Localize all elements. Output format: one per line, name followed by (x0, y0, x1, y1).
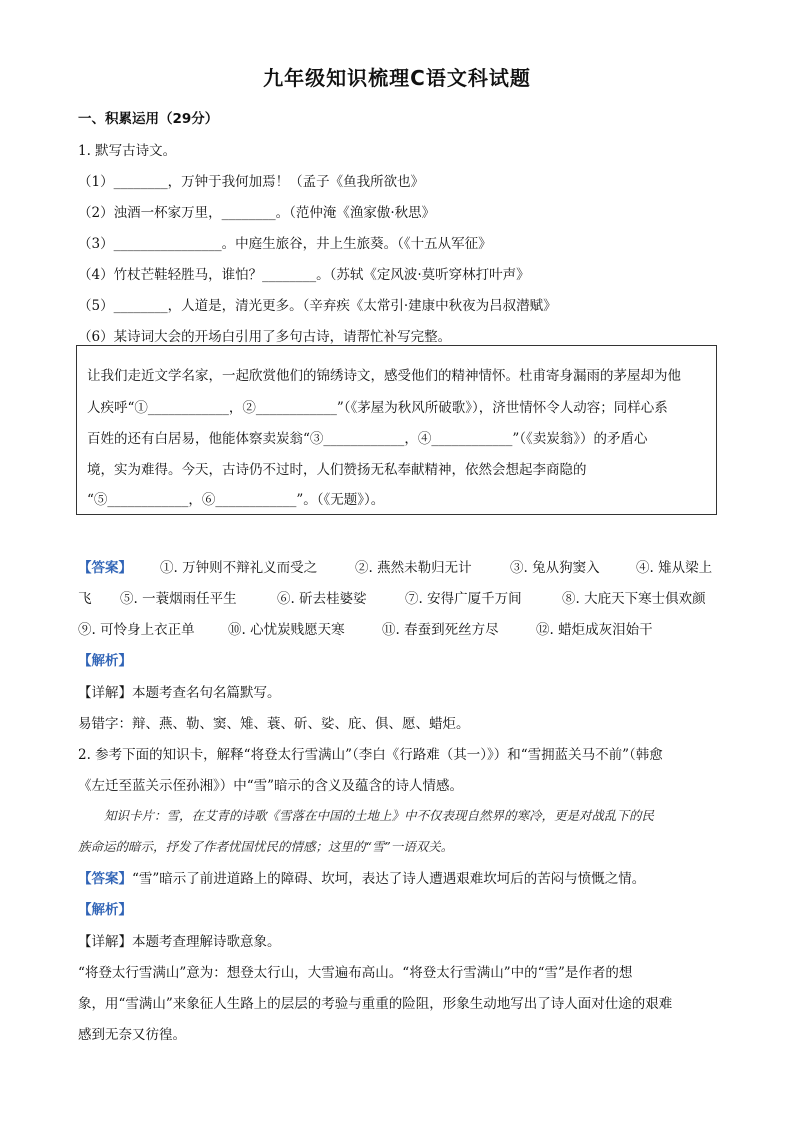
answer-line (78, 867, 645, 887)
answer-item: ⑪. 春蚕到死丝方尽 (382, 622, 499, 638)
answer-item: ⑦. 安得广厦千万间 (405, 591, 522, 607)
knowledge-card: 知识卡片：雪，在艾青的诗歌《雪落在中国的土地上》中不仅表现自然界的寒冷，更是对战乱下的民 (104, 808, 655, 823)
analysis-tag: 【解析】 (78, 653, 132, 669)
answer-item: ⑨. 可怜身上衣正单 (78, 622, 195, 638)
answer-item: ⑩. 心忧炭贱愿天寒 (228, 622, 345, 638)
detail-text: 【详解】本题考查理解诗歌意象。 (78, 934, 281, 950)
answer-text: “雪”暗示了前进道路上的障碍、坎坷，表达了诗人遭遇艰难坎坷后的苦闷与愤慨之情。 (132, 871, 646, 887)
answer-item: ⑤. 一蓑烟雨任平生 (120, 591, 237, 607)
answer-tag: 【答案】 (78, 560, 132, 576)
box-line: 百姓的还有白居易，他能体察卖炭翁“③____________，④____________”（《卖炭翁》）的矛盾心 (87, 431, 648, 447)
answer-item: ③. 兔从狗窦入 (510, 560, 600, 576)
answer-item-continued: 飞 (78, 591, 92, 607)
quote-box (76, 345, 717, 515)
question-1-stem: 1. 默写古诗文。 (78, 143, 177, 159)
question-1-item: （5）________，人道是，清光更多。（辛弃疾《太常引·建康中秋夜为吕叔潜赋》 (78, 298, 557, 314)
question-1-item: （1）________，万钟于我何加焉！（孟子《鱼我所欲也》 (78, 174, 425, 190)
answer-item: ⑥. 斫去桂婆娑 (277, 591, 367, 607)
answer-item: ⑫. 蜡炬成灰泪始干 (536, 622, 653, 638)
analysis-tag: 【解析】 (78, 902, 132, 918)
explanation-text: 象，用“雪满山”来象征人生路上的层层的考验与重重的险阻，形象生动地写出了诗人面对仕途的艰难 (78, 996, 673, 1012)
answer-item: ④. 雉从梁上 (636, 560, 713, 576)
box-line: 境，实为难得。今天，古诗仍不过时，人们赞扬无私奉献精神，依然会想起李商隐的 (87, 462, 587, 478)
answer-tag: 【答案】 (78, 871, 132, 887)
knowledge-card: 族命运的暗示，抒发了作者忧国忧民的情感；这里的“雪”一语双关。 (78, 839, 454, 854)
detail-text: 【详解】本题考查名句名篇默写。 (78, 685, 281, 701)
typo-note: 易错字：辩、燕、勒、窦、雉、蓑、斫、娑、庇、俱、愿、蜡炬。 (78, 716, 470, 732)
question-1-item: （2）浊酒一杯家万里，________。（范仲淹《渔家傲·秋思》 (78, 205, 436, 221)
question-2-stem: 2. 参考下面的知识卡，解释“将登太行雪满山”（李白《行路难（其一）》）和“雪拥蓝关马不前”（韩愈 (78, 747, 663, 763)
box-line: 让我们走近文学名家，一起欣赏他们的锦绣诗文，感受他们的精神情怀。杜甫寄身漏雨的茅屋却为他 (87, 368, 681, 384)
question-1-item: （4）竹杖芒鞋轻胜马，谁怕？________。（苏轼《定风波·莫听穿林打叶声》 (78, 267, 530, 283)
question-1-item: （3）________________。中庭生旅谷，井上生旅葵。（《十五从军征》 (78, 236, 492, 252)
section-heading: 一、积累运用（29分） (78, 111, 219, 127)
box-line: 人疾呼“①____________，②____________”（《茅屋为秋风所破歌》），济世情怀令人动容；同样心系 (87, 400, 668, 416)
answer-item: ②. 燕然未勒归无计 (355, 560, 472, 576)
question-1-item: （6）某诗词大会的开场白引用了多句古诗，请帮忙补写完整。 (78, 329, 452, 345)
box-line: “⑤____________，⑥____________”。（《无题》）。 (87, 492, 385, 508)
explanation-text: “将登太行雪满山”意为：想登太行山，大雪遍布高山。“将登太行雪满山”中的“雪”是作者的想 (78, 965, 633, 981)
explanation-text: 感到无奈又彷徨。 (78, 1027, 186, 1043)
question-2-stem: 《左迁至蓝关示侄孙湘》）中“雪”暗示的含义及蕴含的诗人情感。 (78, 778, 464, 794)
answer-item: ①. 万钟则不辩礼义而受之 (160, 560, 318, 576)
page-title: 九年级知识梳理C语文科试题 (263, 66, 531, 90)
answer-item: ⑧. 大庇天下寒士俱欢颜 (562, 591, 706, 607)
